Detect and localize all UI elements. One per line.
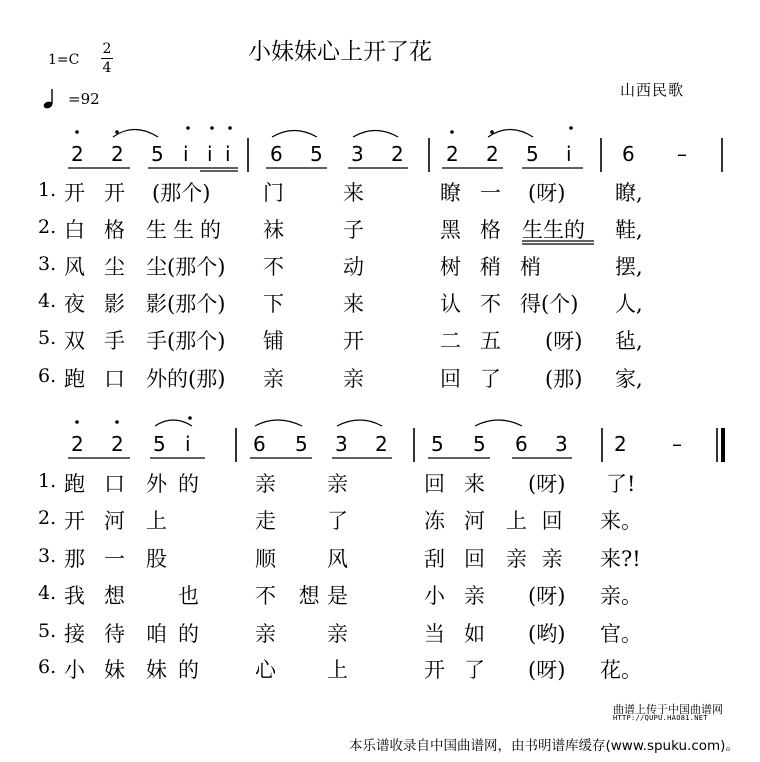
lyric: 待: [104, 622, 125, 646]
lyric: 的: [178, 658, 199, 682]
lyric: 夜: [64, 292, 85, 316]
octave-dot: [75, 420, 79, 424]
lyric: 袜: [263, 218, 284, 242]
tempo-marking: =92: [68, 90, 100, 108]
verse-number: 1.: [38, 470, 57, 492]
note: 6: [253, 432, 266, 456]
lyric: (哟): [528, 622, 566, 646]
lyric: 双: [64, 329, 85, 353]
verse-number: 2.: [38, 216, 57, 238]
note: i: [207, 142, 213, 166]
lyric: 来: [464, 472, 485, 496]
verse-number: 3.: [38, 545, 57, 567]
lyric: 亲: [343, 367, 364, 391]
verse-number: 1.: [38, 179, 57, 201]
lyric: 冻: [424, 509, 445, 533]
verse-number: 6.: [38, 656, 57, 678]
slur: [353, 131, 398, 138]
lyric: 不: [480, 292, 501, 316]
slur: [475, 420, 522, 426]
song-title: 小妹妹心上开了花: [248, 39, 432, 65]
verse-number: 3.: [38, 253, 57, 275]
lyric: 想: [104, 584, 125, 608]
lyric: 影: [104, 292, 125, 316]
note: 5: [473, 432, 486, 456]
lyric: 亲: [327, 622, 348, 646]
lyric: 亲: [255, 622, 276, 646]
note-dash: –: [672, 432, 682, 456]
slur: [113, 130, 158, 138]
lyric: 下: [263, 292, 284, 316]
note: 5: [151, 142, 164, 166]
lyric: 门: [263, 181, 284, 205]
lyric: 顺: [255, 547, 276, 571]
note: 3: [335, 432, 348, 456]
slur: [337, 420, 382, 426]
lyric: 了: [327, 509, 348, 533]
lyric: 摆,: [615, 255, 643, 279]
lyric: 官。: [600, 622, 642, 646]
watermark-line1: 曲谱上传于中国曲谱网: [613, 703, 723, 716]
note: 6: [270, 142, 283, 166]
note: 2: [71, 432, 84, 456]
note: 2: [71, 142, 84, 166]
lyric: 河: [104, 509, 125, 533]
verse-number: 4.: [38, 582, 57, 604]
note: 2: [111, 432, 124, 456]
lyric: 上: [146, 509, 167, 533]
note: 2: [446, 142, 459, 166]
lyric: 口: [104, 367, 125, 391]
note: 6: [515, 432, 528, 456]
lyric: (那个): [152, 181, 211, 205]
lyric: 心: [255, 658, 276, 682]
lyric: 手: [104, 329, 125, 353]
note: 2: [614, 432, 627, 456]
meter-bottom: 4: [102, 60, 112, 76]
lyric: 跑: [64, 367, 85, 391]
slur: [155, 420, 192, 426]
lyric: 二: [440, 329, 461, 353]
lyric: (呀): [528, 658, 566, 682]
lyric: 开: [104, 181, 125, 205]
lyric: 白: [64, 218, 85, 242]
lyric: 那: [64, 547, 85, 571]
lyric: 如: [464, 622, 485, 646]
lyric: (呀): [545, 329, 583, 353]
lyric: 树: [440, 255, 461, 279]
lyric: 外的(那): [146, 367, 226, 391]
lyric: 妹: [146, 658, 167, 682]
verse-number: 5.: [38, 620, 57, 642]
lyric: 了!: [606, 472, 636, 496]
octave-dot: [115, 130, 119, 134]
octave-dot: [186, 126, 190, 130]
footer-note: 本乐谱收录自中国曲谱网，由书明谱库缓存(www.spuku.com)。: [349, 738, 739, 754]
note: 3: [351, 142, 364, 166]
octave-dot: [450, 130, 454, 134]
note: 2: [111, 142, 124, 166]
verse-number: 2.: [38, 507, 57, 529]
octave-dot: [569, 126, 573, 130]
lyric: 瞭,: [615, 181, 643, 205]
lyric: 开: [64, 509, 85, 533]
lyric: 风: [64, 255, 85, 279]
lyric: 认: [440, 292, 461, 316]
lyric: 影(那个): [146, 292, 226, 316]
watermark-line2: HTTP://QUPU.HAO81.NET: [613, 714, 708, 722]
lyric: (呀): [528, 181, 566, 205]
lyric: 亲: [255, 472, 276, 496]
octave-dot: [228, 126, 232, 130]
verse-number: 5.: [38, 327, 57, 349]
note: 5: [310, 142, 323, 166]
octave-dot: [188, 416, 192, 420]
lyric: 的: [178, 622, 199, 646]
lyric: 动: [343, 255, 364, 279]
lyric: 是: [327, 584, 348, 608]
lyric: 走: [255, 509, 276, 533]
meter-top: 2: [102, 41, 112, 57]
lyric: 亲 亲: [506, 547, 567, 571]
lyric: 也: [178, 584, 199, 608]
octave-dot: [115, 420, 119, 424]
note: 2: [391, 142, 404, 166]
lyric: 不 想: [255, 584, 328, 608]
lyric: 回: [464, 547, 485, 571]
lyric: 生生的: [522, 218, 585, 242]
lyric: 子: [343, 218, 364, 242]
lyric: 鞋,: [615, 218, 643, 242]
lyric: 股: [146, 547, 167, 571]
lyric: 妹: [104, 658, 125, 682]
octave-dot: [210, 126, 214, 130]
lyric: 来: [343, 181, 364, 205]
note: 5: [153, 432, 166, 456]
lyric: 了: [464, 658, 485, 682]
lyric: 五: [480, 329, 501, 353]
lyric: 亲。: [600, 584, 642, 608]
lyric: 上: [327, 658, 348, 682]
lyric: 刮: [424, 547, 445, 571]
lyric: 稍: [480, 255, 501, 279]
note: i: [183, 142, 189, 166]
lyric: 回: [440, 367, 461, 391]
lyric: 瞭: [440, 181, 461, 205]
verse-number: 4.: [38, 290, 57, 312]
lyric: 生生的: [146, 218, 227, 242]
lyric: 开: [424, 658, 445, 682]
lyric: 毡,: [615, 329, 643, 353]
lyric: (呀): [528, 472, 566, 496]
lyric: 一: [480, 181, 501, 205]
lyric: 来: [343, 292, 364, 316]
slur: [272, 131, 317, 138]
lyric: 花。: [600, 658, 642, 682]
lyric: 的: [178, 472, 199, 496]
key-signature: 1=C: [48, 52, 80, 68]
lyric: 梢: [520, 255, 541, 279]
lyric: 了: [480, 367, 501, 391]
lyric: 上 回: [506, 509, 567, 533]
song-origin: 山西民歌: [620, 81, 685, 99]
lyric: 黑: [440, 218, 461, 242]
lyric: 得(个): [520, 292, 579, 316]
lyric: 铺: [263, 329, 284, 353]
lyric: 亲: [464, 584, 485, 608]
note: 3: [555, 432, 568, 456]
lyric: 尘: [104, 255, 125, 279]
lyric: 接: [64, 622, 85, 646]
slur: [255, 420, 302, 426]
verse-number: 6.: [38, 365, 57, 387]
lyric: 回: [424, 472, 445, 496]
note: 6: [622, 142, 635, 166]
note: i: [566, 142, 572, 166]
note: i: [185, 432, 191, 456]
note: 2: [486, 142, 499, 166]
lyric: 一: [104, 547, 125, 571]
lyric: 咱: [146, 622, 167, 646]
note: 5: [431, 432, 444, 456]
lyric: 不: [263, 255, 284, 279]
slur: [488, 130, 533, 138]
note: 5: [295, 432, 308, 456]
lyric: 格: [104, 218, 125, 242]
octave-dot: [75, 130, 79, 134]
lyric: 小: [64, 658, 85, 682]
octave-dot: [490, 130, 494, 134]
lyric: 河: [464, 509, 485, 533]
lyric: 家,: [615, 367, 643, 391]
lyric: 手(那个): [146, 329, 226, 353]
lyric: 亲: [263, 367, 284, 391]
lyric: 开: [64, 181, 85, 205]
note-dash: –: [677, 142, 687, 166]
lyric: (那): [545, 367, 583, 391]
lyric: 格: [480, 218, 501, 242]
lyric: 我: [64, 584, 85, 608]
lyric: 尘(那个): [146, 255, 226, 279]
lyric: 开: [343, 329, 364, 353]
note: 2: [375, 432, 388, 456]
note: i: [225, 142, 231, 166]
lyric: 外: [146, 472, 167, 496]
lyric: 来。: [600, 509, 642, 533]
lyric: 当: [424, 622, 445, 646]
lyric: 人,: [615, 292, 643, 316]
lyric: 跑: [64, 472, 85, 496]
lyric: 来?!: [600, 547, 641, 571]
lyric: 口: [104, 472, 125, 496]
lyric: 风: [327, 547, 348, 571]
lyric: (呀): [528, 584, 566, 608]
lyric: 小: [424, 584, 445, 608]
note: 5: [526, 142, 539, 166]
lyric: 亲: [327, 472, 348, 496]
